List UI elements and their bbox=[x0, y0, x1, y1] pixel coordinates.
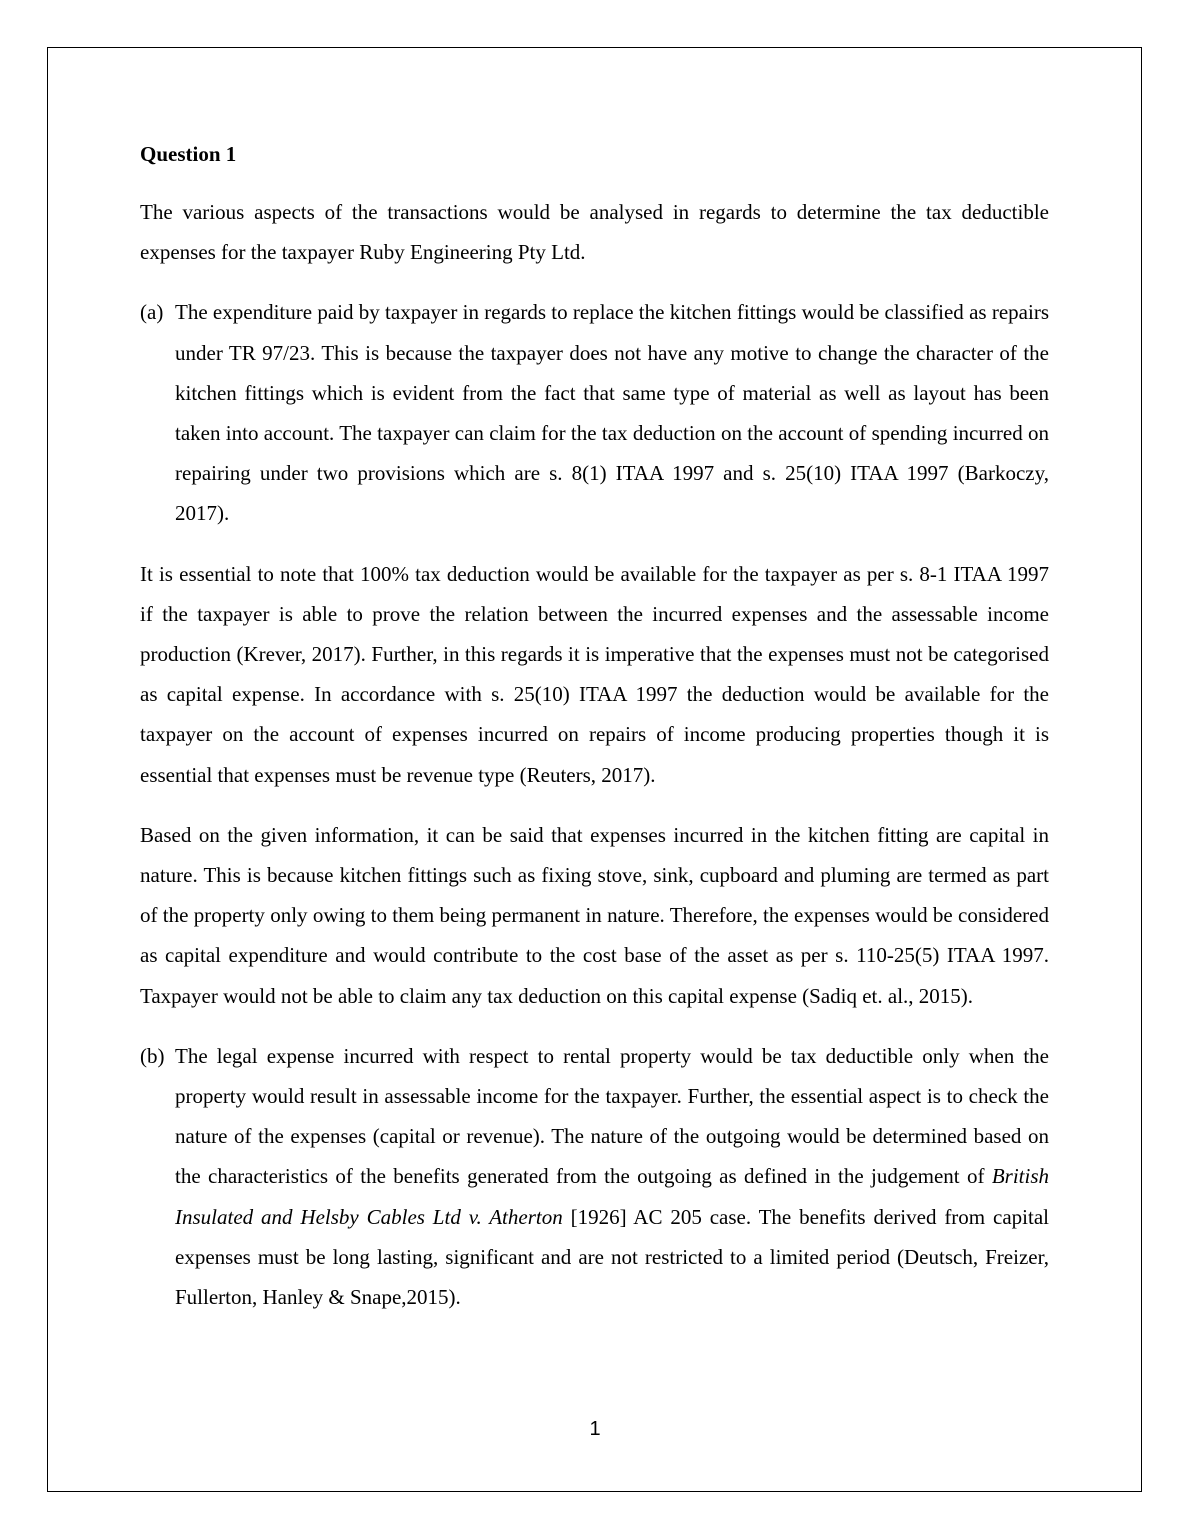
list-item-b bbox=[140, 1036, 1049, 1317]
case-name: British Insulated and Helsby Cables Ltd v. Atherton bbox=[175, 1164, 1049, 1229]
page-number: 1 bbox=[589, 1418, 601, 1440]
list-item-b-text bbox=[175, 1044, 1049, 1309]
paragraph-deduction: It is essential to note that 100% tax deduction would be available for the taxpayer as per s. 8-1 ITAA 1997 if the taxpayer is able to prove the relation between the incurred expenses and the assessable income production (Krever, 2017). Further, in this regards it is imperative that the expenses must not be categorised as capital expense. In accordance with s. 25(10) ITAA 1997 the deduction would be available for the taxpayer on the account of expenses incurred on repairs of income producing properties though it is essential that expenses must be revenue type (Reuters, 2017). bbox=[140, 561, 1049, 787]
question-heading: Question 1 bbox=[140, 142, 237, 166]
list-item-a-text: The expenditure paid by taxpayer in regards to replace the kitchen fittings would be classified as repairs under TR 97/23. This is because the taxpayer does not have any motive to change the character of the kitchen fittings which is evident from the fact that same type of material as well as layout has been taken into account. The taxpayer can claim for the tax deduction on the account of spending incurred on repairing under two provisions which are s. 8(1) ITAA 1997 and s. 25(10) ITAA 1997 (Barkoczy, 2017). bbox=[175, 300, 1049, 526]
list-marker-a: (a) bbox=[140, 300, 164, 325]
list-item-b-text-after: [1926] AC 205 case. The benefits derived from capital expenses must be long lasting, significant and are not restricted to a limited period (Deutsch, Freizer, Fullerton, Hanley & Snape,2015). bbox=[175, 1204, 1049, 1310]
document-body bbox=[140, 136, 1049, 1337]
list-item-a bbox=[140, 292, 1049, 533]
paragraph-capital-nature: Based on the given information, it can be said that expenses incurred in the kitchen fitting are capital in nature. This is because kitchen fittings such as fixing stove, sink, cupboard and pluming are termed as part of the property only owing to them being permanent in nature. Therefore, the expenses would be considered as capital expenditure and would contribute to the cost base of the asset as per s. 110-25(5) ITAA 1997. Taxpayer would not be able to claim any tax deduction on this capital expense (Sadiq et. al., 2015). bbox=[140, 822, 1049, 1008]
list-marker-b: (b) bbox=[140, 1043, 165, 1068]
list-item-b-text-before: The legal expense incurred with respect to rental property would be tax deductible only when the property would result in assessable income for the taxpayer. Further, the essential aspect is to check the nature of the expenses (capital or revenue). The nature of the outgoing would be determined based on the characteristics of the benefits generated from the outgoing as defined in the judgement of bbox=[175, 1043, 1049, 1189]
intro-paragraph: The various aspects of the transactions would be analysed in regards to determine the tax deductible expenses for the taxpayer Ruby Engineering Pty Ltd. bbox=[140, 200, 1049, 265]
